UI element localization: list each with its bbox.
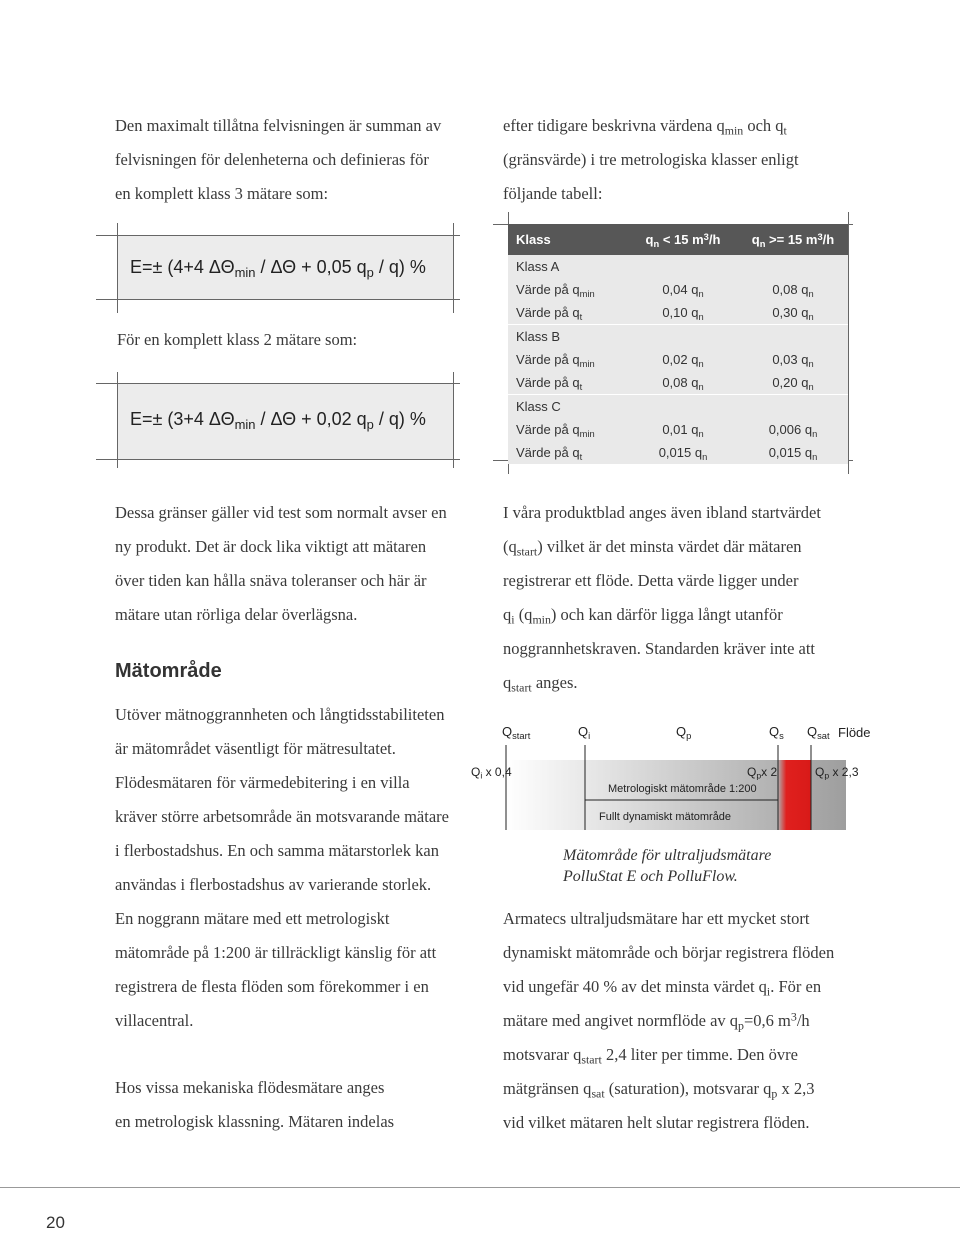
text-line: Armatecs ultraljudsmätare har ett mycket stort xyxy=(503,909,810,928)
row-label: Värde på $q_{min}$ xyxy=(516,352,595,369)
cell-value: 0,006 $q_n$ xyxy=(768,422,818,439)
diagram-caption xyxy=(563,845,771,887)
divider xyxy=(96,235,460,236)
divider xyxy=(453,223,454,313)
qi-factor-label: $Q_i$ x 0,4 xyxy=(471,765,512,781)
text-line: registrerar ett flöde. Detta värde ligger under xyxy=(503,571,799,590)
text-line: över tiden kan hålla snäva toleranser och här är xyxy=(115,571,427,590)
column-header: $q_n < 15$ $m^3/h$ xyxy=(645,231,721,249)
text-line: mätområde på 1:200 är tillräckligt känslig för att xyxy=(115,943,437,962)
q-p-label: $Q_p$ xyxy=(676,724,692,741)
text-line: en metrologisk klassning. Mätaren indelas xyxy=(115,1112,395,1131)
left-paragraph-1 xyxy=(115,496,457,632)
cell-value: 0,20 $q_n$ xyxy=(772,375,814,392)
row-label: Värde på $q_t$ xyxy=(516,375,583,392)
text-line: I våra produktblad anges även ibland startvärdet xyxy=(503,503,821,522)
text-line: villacentral. xyxy=(115,1011,194,1030)
text-line: Den maximalt tillåtna felvisningen är summan av xyxy=(115,116,442,135)
table-row xyxy=(508,418,848,441)
metrology-class-table xyxy=(508,224,848,464)
text-line: mätare med angivet normflöde av $q_p=0,6$ $m^3/h$ xyxy=(503,1009,810,1033)
formula-class2-label: För en komplett klass 2 mätare som: xyxy=(117,330,358,349)
text-line: användas i flerbostadshus av varierande storlek. xyxy=(115,875,432,894)
full-dynamic-range-label: Fullt dynamiskt mätområde xyxy=(599,811,732,823)
caption-line: Mätområde för ultraljudsmätare xyxy=(563,847,772,864)
footer-divider xyxy=(0,1187,960,1188)
text-line: kräver större arbetsområde än motsvarande mätare xyxy=(115,807,449,826)
cell-value: 0,30 $q_n$ xyxy=(772,305,814,322)
formula-class2: E=± (3+4 $\Delta\Theta_{min} / \Delta\Theta + 0,02$ $q_p / q$) % xyxy=(130,409,426,432)
text-line: (gränsvärde) i tre metrologiska klasser enligt xyxy=(503,150,799,169)
group-name: Klass C xyxy=(516,399,561,414)
text-line: vid vilket mätaren helt slutar registrera flöden. xyxy=(503,1113,810,1132)
formula-box-class3 xyxy=(117,235,453,299)
text-line: mätare utan rörliga delar överlägsna. xyxy=(115,605,358,624)
table-row xyxy=(508,348,848,371)
flow-axis-label: Flöde xyxy=(838,725,871,740)
text-line: registrera de flesta flöden som förekommer i en xyxy=(115,977,429,996)
q-sat-label: $Q_{sat}$ xyxy=(807,724,830,741)
text-line: Utöver mätnoggrannheten och långtidsstabiliteten xyxy=(115,705,445,724)
text-line: dynamiskt mätområde och börjar registrera flöden xyxy=(503,943,835,962)
cell-value: 0,10 $q_n$ xyxy=(662,305,704,322)
table-group-row xyxy=(508,324,848,348)
text-line: följande tabell: xyxy=(503,184,603,203)
table-body xyxy=(508,255,848,464)
text-line: i flerbostadshus. En och samma mätarstorlek kan xyxy=(115,841,439,860)
table-row xyxy=(508,441,848,464)
text-line: motsvarar $q_{start}$ 2,4 liter per timme. Den övre xyxy=(503,1045,798,1067)
saturation-zone xyxy=(778,760,811,830)
section-heading: Mätområde xyxy=(115,660,222,682)
group-name: Klass A xyxy=(516,259,560,274)
right-paragraph-1 xyxy=(503,496,846,700)
metrological-range-label: Metrologiskt mätområde 1:200 xyxy=(608,783,757,795)
cell-value: 0,015 $q_n$ xyxy=(768,445,818,462)
divider xyxy=(96,383,460,384)
text-line: är mätområdet väsentligt för mätresultatet. xyxy=(115,739,396,758)
cell-value: 0,02 $q_n$ xyxy=(662,352,704,369)
left-paragraph-2 xyxy=(115,698,457,1038)
text-line: $q_i$ $(q_{min})$ och kan därför ligga långt utanför xyxy=(503,605,783,627)
divider xyxy=(117,223,118,313)
q-s-label: $Q_s$ xyxy=(769,724,784,741)
intro-right-paragraph xyxy=(503,109,846,211)
table-group-row xyxy=(508,394,848,418)
row-label: Värde på $q_t$ xyxy=(516,305,583,322)
qp-x2-label: $Q_px$ 2 xyxy=(747,765,778,781)
divider xyxy=(453,372,454,468)
q-start-label: $Q_{start}$ xyxy=(502,724,531,741)
cell-value: 0,08 $q_n$ xyxy=(662,375,704,392)
text-line: noggrannhetskraven. Standarden kräver inte att xyxy=(503,639,816,658)
divider xyxy=(848,212,849,474)
formula-box-class2 xyxy=(117,383,453,459)
table-row xyxy=(508,301,848,324)
measuring-range-diagram xyxy=(468,722,880,832)
formula-class3: E=± (4+4 $\Delta\Theta_{min} / \Delta\Theta + 0,05$ $q_p / q$) % xyxy=(130,257,426,280)
text-line: mätgränsen $q_{sat}$ (saturation), motsvarar $q_p$ x 2,3 xyxy=(503,1079,815,1101)
column-header: $q_n >= 15$ $m^3/h$ xyxy=(751,231,835,249)
text-line: vid ungefär 40 % av det minsta värdet $q_i$. För en xyxy=(503,977,822,999)
text-line: En noggrann mätare med ett metrologiskt xyxy=(115,909,390,928)
text-segment: efter tidigare beskrivna värdena $q_{min}$ och $q_t$ xyxy=(503,116,787,138)
cell-value: 0,03 $q_n$ xyxy=(772,352,814,369)
right-paragraph-2 xyxy=(503,902,846,1140)
text-line: en komplett klass 3 mätare som: xyxy=(115,184,329,203)
text-line: felvisningen för delenheterna och definieras för xyxy=(115,150,429,169)
row-label: Värde på $q_{min}$ xyxy=(516,282,595,299)
q-i-label: $Q_i$ xyxy=(578,724,591,741)
row-label: Värde på $q_{min}$ xyxy=(516,422,595,439)
text-line: $(q_{start})$ vilket är det minsta värdet där mätaren xyxy=(503,537,802,559)
text-line: $q_{start}$ anges. xyxy=(503,673,578,695)
text-line: ny produkt. Det är dock lika viktigt att mätaren xyxy=(115,537,427,556)
column-header: Klass xyxy=(516,232,551,247)
group-name: Klass B xyxy=(516,329,561,344)
left-paragraph-3 xyxy=(115,1071,457,1139)
table-row xyxy=(508,371,848,394)
qp-x23-label: $Q_p$ x 2,3 xyxy=(815,765,859,781)
divider xyxy=(96,459,460,460)
divider xyxy=(117,372,118,468)
text-line xyxy=(503,109,846,143)
table-group-row xyxy=(508,255,848,278)
caption-line: PolluStat E och PolluFlow. xyxy=(563,868,738,885)
intro-left-paragraph xyxy=(115,109,460,211)
cell-value: 0,01 $q_n$ xyxy=(662,422,704,439)
cell-value: 0,08 $q_n$ xyxy=(772,282,814,299)
text-line: Hos vissa mekaniska flödesmätare anges xyxy=(115,1078,385,1097)
text-line: Dessa gränser gäller vid test som normalt avser en xyxy=(115,503,447,522)
cell-value: 0,015 $q_n$ xyxy=(658,445,708,462)
cell-value: 0,04 $q_n$ xyxy=(662,282,704,299)
text-line: Flödesmätaren för värmedebitering i en villa xyxy=(115,773,410,792)
table-row xyxy=(508,278,848,301)
row-label: Värde på $q_t$ xyxy=(516,445,583,462)
table-header-row xyxy=(508,224,848,255)
divider xyxy=(96,299,460,300)
page-number: 20 xyxy=(46,1213,65,1232)
